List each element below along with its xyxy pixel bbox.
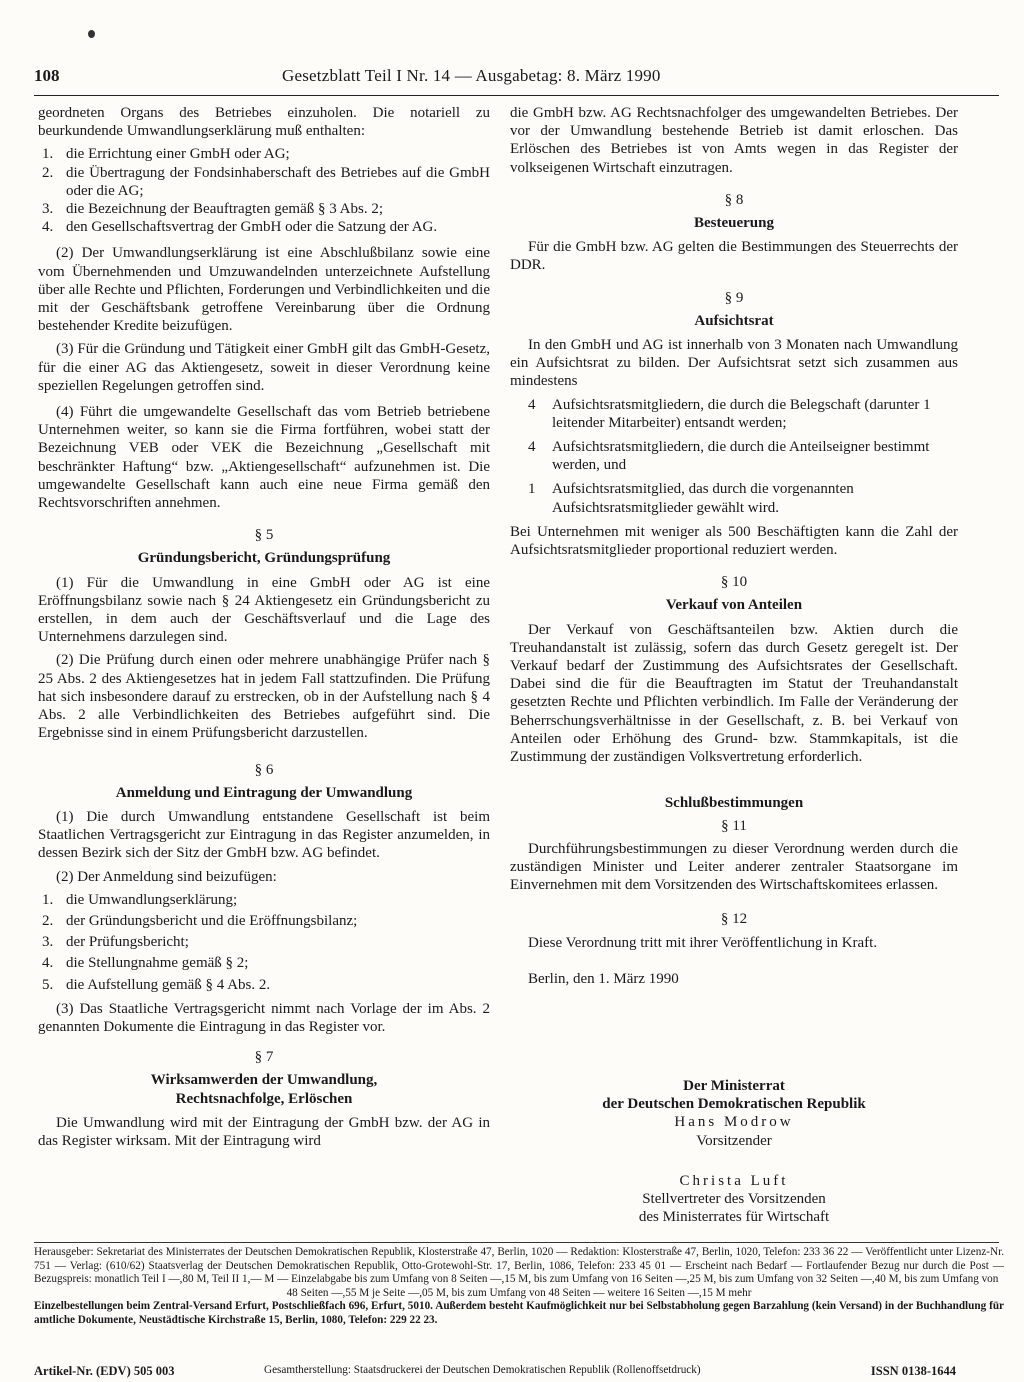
list-number: 3.: [42, 934, 54, 951]
list-text: die Stellungnahme gemäß § 2;: [66, 955, 249, 972]
list-item: [38, 954, 490, 972]
list-item: [38, 200, 490, 218]
list-text: Aufsichtsratsmitgliedern, die durch die Belegschaft (darunter 1 leitender Mitarbeiter) entsandt werden;: [552, 396, 931, 431]
section-title: Schlußbestimmungen: [664, 795, 804, 812]
footer-bottom-line: [34, 1364, 1004, 1380]
section-title: Besteuerung: [694, 215, 774, 232]
issn: ISSN 0138-1644: [870, 1364, 956, 1378]
signatory-name: Christa Luft: [679, 1172, 789, 1189]
list-text: der Gründungsbericht und die Eröffnungsbilanz;: [66, 912, 358, 929]
paragraph: Die Umwandlung wird mit der Eintragung der GmbH bzw. der AG in das Register wirksam. Mit der Eintragung wird: [38, 1114, 490, 1149]
list-text: die Bezeichnung der Beauftragten gemäß § 3 Abs. 2;: [66, 201, 383, 218]
paragraph: (2) Der Umwandlungserklärung ist eine Abschlußbilanz sowie eine vom Übernehmenden und Umzuwandelnden unterzeichnete Aufstellung über alle Rechte und Pflichten, Forderungen und Verbindlichkeiten und die mit der Geschäftsbank getroffene Vereinbarung über die Ordnung bestehender Kredite beizufügen.: [38, 245, 490, 335]
list-item: [524, 438, 958, 474]
printer-info: Gesamtherstellung: Staatsdruckerei der Deutschen Demokratischen Republik (Rollenoffsetdruck): [264, 1364, 701, 1376]
list-number: 4: [528, 439, 536, 456]
list-text: die Übertragung der Fondsinhaberschaft des Betriebes auf die GmbH oder die AG;: [66, 164, 490, 199]
section-number: § 6: [254, 761, 274, 778]
paragraph: In den GmbH und AG ist innerhalb von 3 Monaten nach Umwandlung ein Aufsichtsrat zu bilden. Der Aufsichtsrat setzt sich zusammen aus mindestens: [510, 337, 958, 390]
left-column: [38, 104, 490, 1155]
paragraph: (1) Für die Umwandlung in eine GmbH oder AG ist eine Eröffnungsbilanz sowie nach § 24 Aktiengesetz ein Gründungsbericht zu erstellen, in dem auch der Geschäftsverlauf und die Lage des Unternehmens darzulegen sind.: [38, 574, 490, 646]
section-title: Verkauf von Anteilen: [665, 597, 803, 614]
right-column: [510, 104, 958, 993]
list-item: [38, 164, 490, 200]
list-number: 1.: [42, 891, 54, 908]
list-text: der Prüfungsbericht;: [66, 934, 189, 951]
signatory-role: Stellvertreter des Vorsitzenden: [642, 1191, 826, 1208]
ordering-info: Einzelbestellungen beim Zentral-Versand Erfurt, Postschließfach 696, Erfurt, 5010. Außerdem besteht Kaufmöglichkeit nur bei Selbstabholung gegen Barzahlung (kein Versand) in der Buchhandlung für amtliche Dokumente, Neustädtische Kirchstraße 15, Berlin, 1080, Telefon: 229 22 23.: [34, 1300, 1004, 1326]
content-list: [524, 396, 958, 517]
list-item: [38, 933, 490, 951]
list-number: 4.: [42, 955, 54, 972]
list-text: Aufsichtsratsmitglied, das durch die vorgenannten Aufsichtsratsmitglieder gewählt wird.: [552, 481, 854, 516]
section-number: § 8: [724, 191, 744, 208]
paragraph: Diese Verordnung tritt mit ihrer Veröffentlichung in Kraft.: [528, 934, 878, 951]
header-rule: [34, 95, 999, 96]
imprint-text: Herausgeber: Sekretariat des Ministerrates der Deutschen Demokratischen Republik, Klosterstraße 47, Berlin, 1020 — Redaktion: Klosterstraße 47, Berlin, 1020, Telefon: 233 36 22 — Veröffentlicht unter Lizenz-Nr. 751 — Verlag: (610/62) Staatsverlag der Deutschen Demokratischen Republik, Otto-Grotewohl-Str. 17, Berlin, 1086, Telefon: 233 45 01 — Erscheint nach Bedarf — Fortlaufender Bezug nur durch die Post — Bezugspreis: monatlich Teil I —,80 M, Teil II 1,— M — Einzelabgabe bis zum Umfang von 8 Seiten —,15 M, bis zum Umfang von 16 Seiten —,25 M, bis zum Umfang von 32 Seiten —,40 M, bis zum Umfang von: [34, 1246, 1004, 1286]
list-text: die Aufstellung gemäß § 4 Abs. 2.: [66, 976, 271, 993]
section-number: § 10: [720, 574, 748, 591]
list-item: [524, 396, 958, 432]
list-number: 3.: [42, 201, 54, 218]
paragraph: die GmbH bzw. AG Rechtsnachfolger des umgewandelten Betriebes. Der vor der Umwandlung bestehende Betrieb ist damit erloschen. Das Erlöschen des Betriebes ist von Amts wegen in das Register der volkseigenen Wirtschaft einzutragen.: [510, 105, 958, 176]
list-item: [38, 145, 490, 163]
content-list: [38, 891, 490, 994]
paragraph: (2) Die Prüfung durch einen oder mehrere unabhängige Prüfer nach § 25 Abs. 2 des Aktiengesetzes hat in jedem Fall stattzufinden. Die Prüfung hat sich insbesondere darauf zu erstrecken, ob in der Aufstellung nach § 4 Abs. 2 alle Verbindlichkeiten des Betriebes aufgeführt sind. Die Ergebnisse sind in einem Prüfungsbericht darzustellen.: [38, 652, 490, 742]
signatory-role: Vorsitzender: [696, 1132, 772, 1149]
paragraph: (1) Die durch Umwandlung entstandene Gesellschaft ist beim Staatlichen Vertragsgericht zur Eintragung in das Register anzumelden, in dessen Bezirk sich der Sitz der GmbH bzw. AG befindet.: [38, 808, 490, 862]
place-date: Berlin, den 1. März 1990: [528, 970, 679, 987]
section-title: Wirksamwerden der Umwandlung,: [150, 1072, 378, 1089]
list-item: [38, 891, 490, 909]
signature-org: der Deutschen Demokratischen Republik: [602, 1096, 866, 1113]
list-text: den Gesellschaftsvertrag der GmbH oder die Satzung der AG.: [66, 219, 438, 236]
section-title: Rechtsnachfolge, Erlöschen: [175, 1090, 353, 1107]
paragraph: (2) Der Anmeldung sind beizufügen:: [56, 868, 277, 885]
list-number: 1: [528, 481, 536, 498]
signature-block: [510, 1077, 958, 1226]
paragraph: Bei Unternehmen mit weniger als 500 Beschäftigten kann die Zahl der Aufsichtsratsmitglieder proportional reduziert werden.: [510, 523, 958, 559]
paragraph: Für die GmbH bzw. AG gelten die Bestimmungen des Steuerrechts der DDR.: [510, 239, 958, 274]
paragraph: Durchführungsbestimmungen zu dieser Verordnung werden durch die zuständigen Minister und Leiter anderer zentraler Staatsorgane im Einvernehmen mit dem Vorsitzenden des Wirtschaftskomitees erlassen.: [510, 840, 958, 894]
section-number: § 9: [724, 289, 744, 306]
paragraph: (3) Das Staatliche Vertragsgericht nimmt nach Vorlage der im Abs. 2 genannten Dokumente die Eintragung in das Register vor.: [38, 1000, 490, 1035]
list-text: Aufsichtsratsmitgliedern, die durch die Anteilseigner bestimmt werden, und: [552, 439, 930, 474]
section-number: § 5: [254, 527, 274, 544]
page-number: 108: [34, 66, 60, 85]
list-item: [38, 976, 490, 994]
ink-smudge: [88, 30, 95, 38]
list-text: die Errichtung einer GmbH oder AG;: [66, 146, 290, 163]
paragraph: geordneten Organs des Betriebes einzuholen. Die notariell zu beurkundende Umwandlungserklärung muß enthalten:: [38, 105, 490, 140]
section-number: § 7: [254, 1049, 274, 1066]
list-number: 4: [528, 396, 536, 413]
list-text: die Umwandlungserklärung;: [66, 891, 238, 908]
paragraph: Der Verkauf von Geschäftsanteilen bzw. Aktien durch die Treuhandanstalt ist zulässig, sofern das durch Gesetz geregelt ist. Der Verkauf bedarf der Zustimmung des Aufsichtsrates der Gesellschaft. Dabei sind die für die Beauftragten im Statut der Treuhandanstalt gesetzten Rechte und Pflichten verbindlich. Im Falle der Veränderung der Beherrschungsverhältnisse in der Gesellschaft, z. B. bei Verkauf von Anteilen oder Erhöhung des Grund- bzw. Stammkapitals, ist die Zustimmung der zuständigen Volksvertretung erforderlich.: [510, 621, 958, 766]
signatory-name: Hans Modrow: [674, 1114, 794, 1131]
footer-rule: [34, 1242, 999, 1243]
list-number: 4.: [42, 219, 54, 236]
signature-area: [510, 1073, 958, 1226]
list-item: [524, 480, 958, 516]
section-number: § 12: [720, 911, 748, 928]
content-list: [38, 145, 490, 236]
header-title: Gesetzblatt Teil I Nr. 14 — Ausgabetag: 8. März 1990: [282, 66, 661, 85]
list-item: [38, 218, 490, 236]
list-item: [38, 912, 490, 930]
imprint-footer: [34, 1246, 1004, 1328]
signature-org: Der Ministerrat: [683, 1078, 785, 1094]
section-number: § 11: [721, 817, 747, 834]
section-title: Anmeldung und Eintragung der Umwandlung: [115, 784, 413, 801]
list-number: 2.: [42, 912, 54, 929]
list-number: 5.: [42, 976, 54, 993]
page-header: [34, 66, 1004, 96]
paragraph: (4) Führt die umgewandelte Gesellschaft das vom Betrieb betriebene Unternehmen weiter, so kann sie die Firma fortführen, wobei statt der Bezeichnung VEB oder VEK die Bezeichnung „Gesellschaft mit beschränkter Haftung“ bzw. „Aktiengesellschaft“ aufzunehmen ist. Die umgewandelte Gesellschaft kann auch eine neue Firma gemäß den Rechtsvorschriften annehmen.: [38, 404, 490, 512]
signatory-role: des Ministerrates für Wirtschaft: [638, 1209, 830, 1226]
imprint-text: 48 Seiten —,55 M je Seite —,05 M, bis zum Umfang von 48 Seiten — weitere 16 Seiten —,15 M mehr: [286, 1286, 752, 1299]
list-number: 2.: [42, 164, 54, 181]
paragraph: (3) Für die Gründung und Tätigkeit einer GmbH gilt das GmbH-Gesetz, für die einer AG das Aktiengesetz, soweit in dieser Verordnung keine speziellen Regelungen getroffen sind.: [38, 341, 490, 394]
section-title: Gründungsbericht, Gründungsprüfung: [137, 550, 391, 567]
section-title: Aufsichtsrat: [694, 312, 774, 329]
article-number: Artikel-Nr. (EDV) 505 003: [34, 1364, 175, 1378]
list-number: 1.: [42, 146, 54, 163]
